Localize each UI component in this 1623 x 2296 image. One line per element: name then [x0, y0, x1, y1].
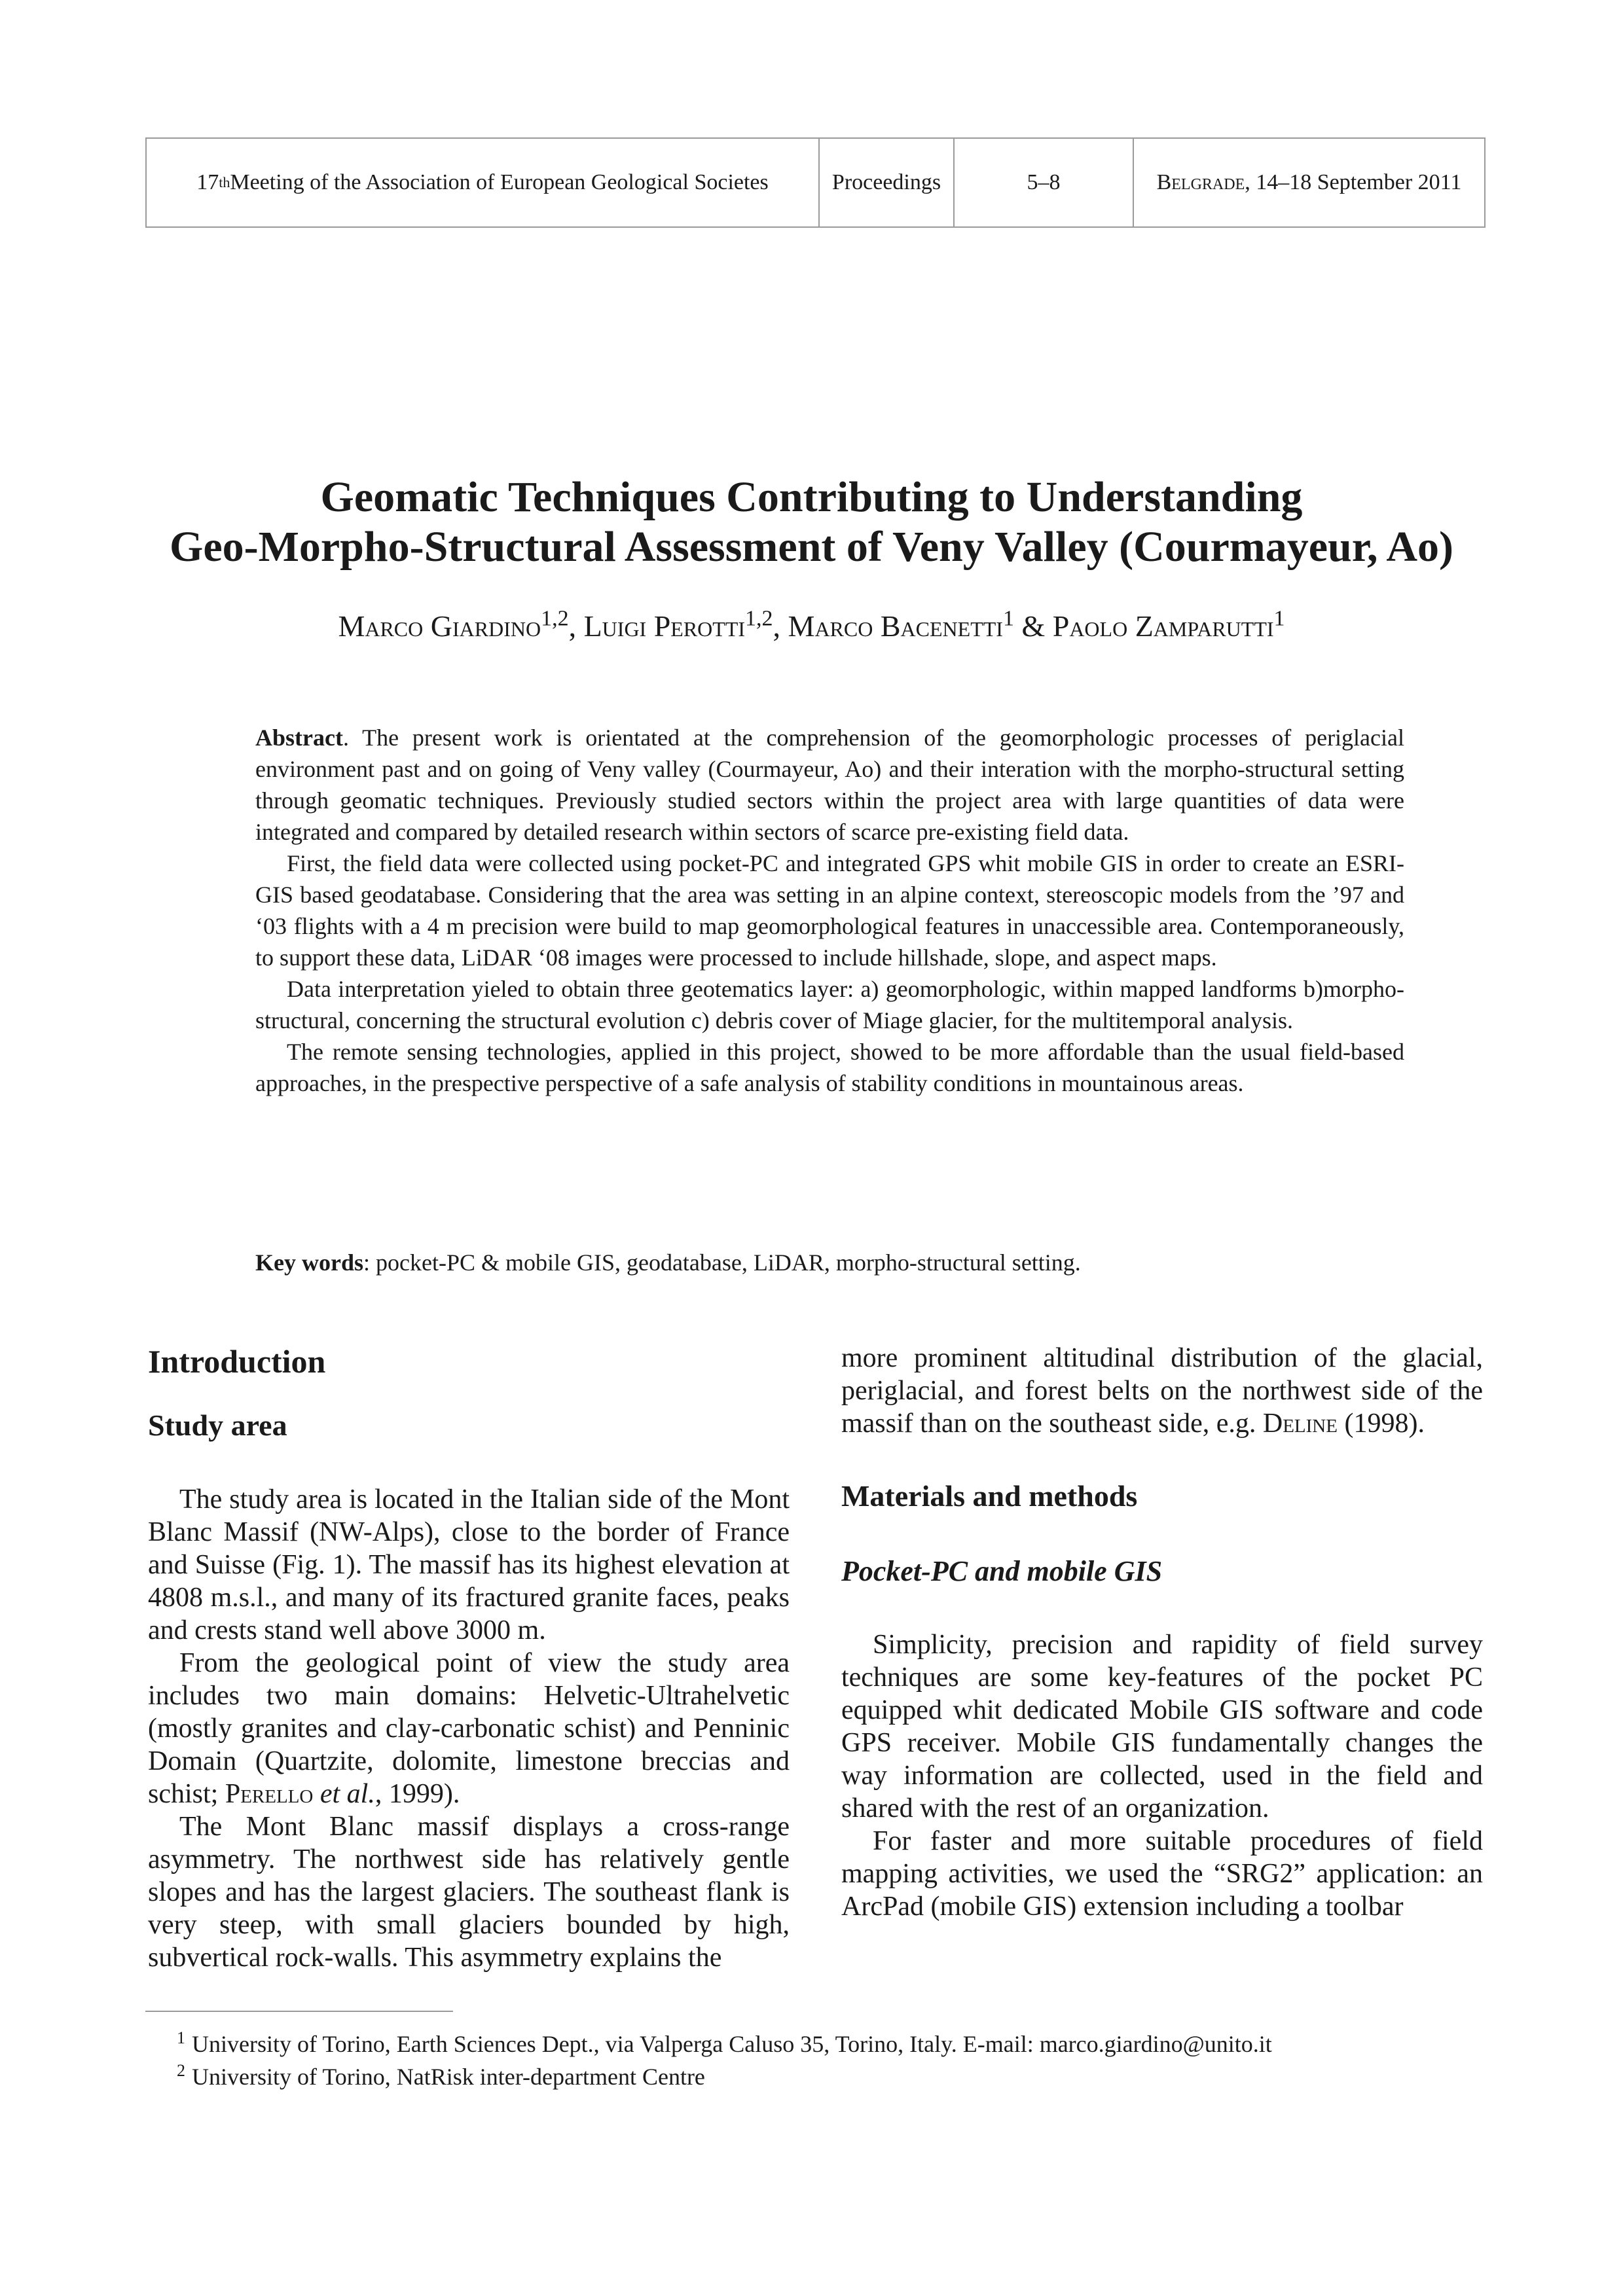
author-separator: & [1013, 609, 1053, 643]
footnote-text: University of Torino, Earth Sciences Dept., via Valperga Caluso 35, Torino, Italy. E-mail: marco.giardino@unito.it [192, 2031, 1272, 2057]
subsection-heading-study-area: Study area [148, 1408, 287, 1442]
date: , 14–18 September 2011 [1245, 170, 1462, 194]
citation-author: Perello [225, 1779, 314, 1809]
footnote-rule [145, 2011, 453, 2012]
body-paragraph [148, 1647, 790, 1810]
paper-title [0, 473, 1623, 572]
footnotes [177, 2028, 1486, 2093]
footnote-number: 1 [177, 2028, 185, 2047]
abstract-paragraph: The remote sensing technologies, applied in this project, showed to be more affordable than the usual field-based approaches, in the prespective perspective of a safe analysis of stability conditions in mountainous areas. [255, 1039, 1404, 1096]
footnote [177, 2028, 1486, 2060]
left-column [148, 1342, 790, 1974]
keywords-label: Key words [255, 1249, 363, 1276]
body-paragraph: The study area is located in the Italian side of the Mont Blanc Massif (NW-Alps), close to the border of France and Suisse (Fig. 1). The massif has its highest elevation at 4808 m.s.l., and many of its fractured granite faces, peaks and crests stand well above 3000 m. [148, 1484, 790, 1645]
citation-author: Deline [1262, 1408, 1338, 1439]
author-affiliation: 1,2 [745, 606, 773, 631]
author-separator: , [773, 609, 788, 643]
body-text: , 1999). [374, 1779, 460, 1809]
right-column [841, 1342, 1483, 1923]
body-paragraph: The Mont Blanc massif displays a cross-range asymmetry. The northwest side has relatively gentle slopes and has the largest glaciers. The southeast flank is very steep, with small glaciers bounded by high, subvertical rock-walls. This asymmetry explains the [148, 1812, 790, 1973]
body-text: (1998). [1337, 1408, 1425, 1439]
proceedings-label: Proceedings [820, 139, 955, 226]
footnote-text: University of Torino, NatRisk inter-department Centre [192, 2064, 705, 2090]
place: Belgrade [1156, 170, 1245, 194]
keywords-text: : pocket-PC & mobile GIS, geodatabase, LiDAR, morpho-structural setting. [363, 1249, 1081, 1276]
author-name: Marco Giardino [338, 609, 541, 643]
title-line-1: Geomatic Techniques Contributing to Understanding [320, 473, 1303, 521]
section-heading-materials-methods: Materials and methods [841, 1479, 1138, 1513]
abstract-label: Abstract [255, 725, 343, 751]
page-range: 5–8 [955, 139, 1134, 226]
author-list [0, 606, 1623, 643]
citation-etal: et al. [319, 1779, 375, 1809]
body-text: From the geological point of view the study area includes two main domains: Helvetic-Ultrahelvetic (mostly granites and clay-carbonatic schist) and Penninic Domain (Quartzite, dolomite, limestone breccias and schist; [148, 1648, 790, 1809]
abstract [255, 722, 1404, 1099]
abstract-paragraph [255, 722, 1404, 848]
meeting-ordinal: 17 [196, 170, 219, 194]
meeting-text: Meeting of the Association of European Geological Societes [230, 170, 769, 194]
author-name: Paolo Zamparutti [1052, 609, 1274, 643]
body-paragraph-continued [841, 1342, 1483, 1440]
footnote-number: 2 [177, 2061, 185, 2080]
abstract-text: . The present work is orientated at the comprehension of the geomorphologic processes of periglacial environment past and on going of Veny valley (Courmayeur, Ao) and their interation with the morpho-structural setting through geomatic techniques. Previously studied sectors within the project area with large quantities of data were integrated and compared by detailed research within sectors of scarce pre-existing field data. [255, 725, 1404, 845]
author-name: Marco Bacenetti [788, 609, 1003, 643]
subsection-heading-pocket-pc: Pocket-PC and mobile GIS [841, 1555, 1163, 1587]
place-date [1134, 139, 1484, 226]
section-heading-introduction: Introduction [148, 1343, 326, 1380]
body-paragraph: For faster and more suitable procedures of field mapping activities, we used the “SRG2” application: an ArcPad (mobile GIS) extension including a toolbar [841, 1826, 1483, 1922]
body-paragraph: Simplicity, precision and rapidity of field survey techniques are some key-features of the pocket PC equipped whit dedicated Mobile GIS software and code GPS receiver. Mobile GIS fundamentally changes the way information are collected, used in the field and shared with the rest of an organization. [841, 1630, 1483, 1823]
meeting-name: 17 th Meeting of the Association of European Geological Societes [147, 139, 820, 226]
footnote [177, 2060, 1486, 2093]
author-separator: , [568, 609, 584, 643]
keywords [255, 1247, 1404, 1278]
conference-header [145, 137, 1486, 228]
body-text: more prominent altitudinal distribution of the glacial, periglacial, and forest belts on the northwest side of the massif than on the southeast side, e.g. [841, 1343, 1483, 1439]
author-affiliation: 1 [1273, 606, 1285, 631]
abstract-paragraph: Data interpretation yieled to obtain three geotematics layer: a) geomorphologic, within mapped landforms b)morpho-structural, concerning the structural evolution c) debris cover of Miage glacier, for the multitemporal analysis. [255, 976, 1404, 1033]
author-affiliation: 1,2 [541, 606, 569, 631]
author-affiliation: 1 [1002, 606, 1014, 631]
title-line-2: Geo-Morpho-Structural Assessment of Veny Valley (Courmayeur, Ao) [169, 523, 1454, 571]
abstract-paragraph: First, the field data were collected using pocket-PC and integrated GPS whit mobile GIS in order to create an ESRI-GIS based geodatabase. Considering that the area was setting in an alpine context, stereoscopic models from the ’97 and ‘03 flights with a 4 m precision were build to map geomorphological features in unaccessible area. Contemporaneously, to support these data, LiDAR ‘08 images were processed to include hillshade, slope, and aspect maps. [255, 850, 1404, 971]
author-name: Luigi Perotti [583, 609, 746, 643]
